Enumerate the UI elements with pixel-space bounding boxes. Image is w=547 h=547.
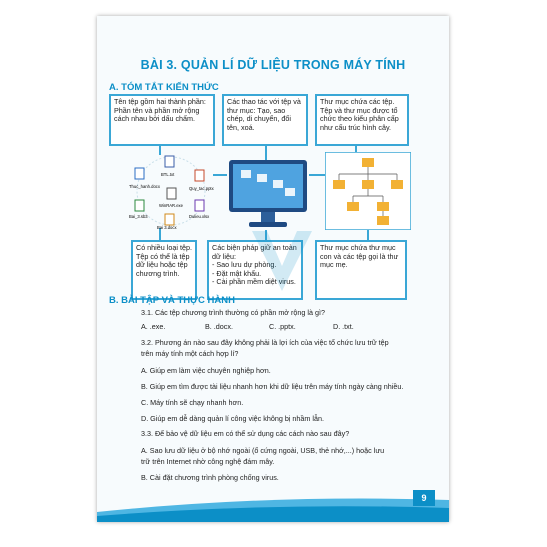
file-label: Bai 3.docx	[157, 225, 177, 230]
question-3-1-options	[141, 322, 431, 331]
question-3-2-line2: trên máy tính một cách hợp lí?	[141, 349, 239, 358]
connector	[213, 174, 227, 176]
computer-monitor-icon	[227, 158, 309, 232]
question-3-3-a-line1: A. Sao lưu dữ liệu ở bộ nhớ ngoài (ổ cứng ngoài, USB, thẻ nhớ,...) hoặc lưu	[141, 446, 385, 455]
protection-title: Các biện pháp giữ an toàn dữ liệu:	[212, 243, 297, 261]
file-label: Quy_tac.pptx	[189, 186, 214, 191]
connector	[309, 174, 325, 176]
protection-item: - Sao lưu dự phòng.	[212, 260, 277, 270]
page-number: 9	[413, 490, 435, 506]
protection-item: - Cài phần mềm diệt virus.	[212, 277, 296, 287]
page-footer-band	[97, 486, 449, 522]
publisher-watermark-icon	[247, 226, 317, 301]
page-title: BÀI 3. QUẢN LÍ DỮ LIỆU TRONG MÁY TÍNH	[140, 58, 406, 72]
file-label: WinRAR.exe	[159, 203, 183, 208]
question-3-2-d: D. Giúp em dễ dàng quản lí công việc không bị nhầm lẫn.	[141, 414, 324, 423]
file-label: Dulieu.xlsx	[189, 214, 210, 219]
option-d: D. .txt.	[333, 322, 354, 331]
box-file-types: Có nhiều loại tệp. Tệp có thể là tệp dữ liệu hoặc tệp chương trình.	[131, 240, 197, 300]
question-3-2-a: A. Giúp em làm việc chuyên nghiệp hơn.	[141, 366, 271, 375]
folder-tree-diagram	[325, 152, 411, 230]
file-label: Bai_3.sb3	[129, 214, 148, 219]
question-3-2-line1: 3.2. Phương án nào sau đây không phải là lợi ích của việc tổ chức lưu trữ tệp	[141, 338, 389, 347]
file-label: Thuc_hanh.docx	[129, 184, 160, 189]
box-subfolder: Thư mục chứa thư mục con và các tệp gọi là thư mục mẹ.	[315, 240, 407, 300]
question-3-3-a-line2: trữ trên Internet nhờ công nghệ đám mây.	[141, 457, 275, 466]
protection-item: - Đặt mật khẩu.	[212, 268, 262, 278]
box-file-name: Tên tệp gồm hai thành phần: Phần tên và phần mở rộng cách nhau bởi dấu chấm.	[109, 94, 215, 146]
textbook-page	[97, 16, 449, 522]
box-folder-tree: Thư mục chứa các tệp. Tệp và thư mục được tổ chức theo kiểu phân cấp như cấu trúc hình cây.	[315, 94, 409, 146]
question-3-3: 3.3. Để bảo vệ dữ liệu em có thể sử dụng các cách nào sau đây?	[141, 429, 350, 438]
section-a-heading: A. TÓM TẮT KIẾN THỨC	[109, 82, 219, 93]
option-b: B. .docx.	[205, 322, 233, 331]
question-3-1: 3.1. Các tệp chương trình thường có phần mở rộng là gì?	[141, 308, 325, 317]
file-types-diagram	[127, 152, 215, 230]
section-b-heading: B. BÀI TẬP VÀ THỰC HÀNH	[109, 295, 235, 306]
question-3-2-b: B. Giúp em tìm được tài liệu nhanh hơn khi dữ liệu trên máy tính ngày càng nhiều.	[141, 382, 404, 391]
option-c: C. .pptx.	[269, 322, 296, 331]
file-label: BTL.txt	[161, 172, 175, 177]
option-a: A. .exe.	[141, 322, 166, 331]
box-operations: Các thao tác với tệp và thư mục: Tạo, sao chép, di chuyển, đổi tên, xoá.	[222, 94, 308, 146]
question-3-2-c: C. Máy tính sẽ chạy nhanh hơn.	[141, 398, 244, 407]
question-3-3-b: B. Cài đặt chương trình phòng chống virus.	[141, 473, 279, 482]
